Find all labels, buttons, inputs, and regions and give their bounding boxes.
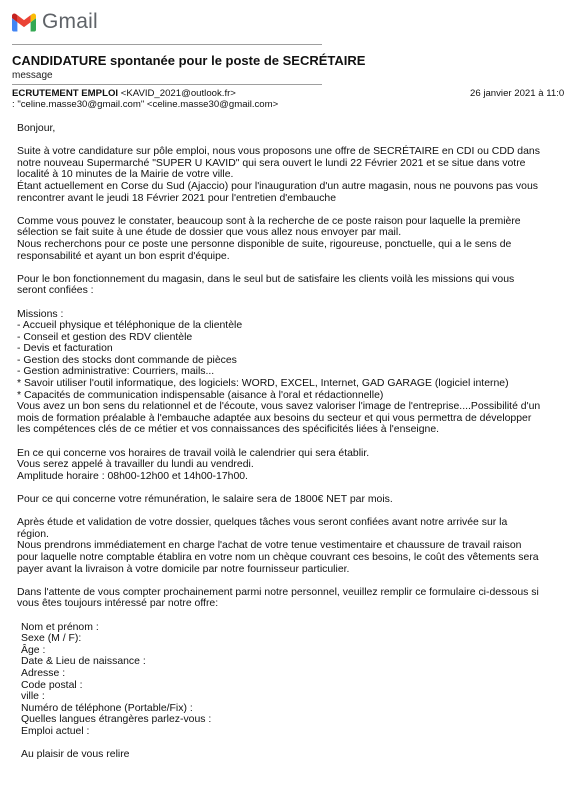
greeting: Bonjour, <box>17 123 56 134</box>
text-line: Dans l'attente de vous compter prochainement parmi notre personnel, veuillez remplir ce formulaire ci-dessous si <box>17 586 539 598</box>
form-field-label: Adresse : <box>21 667 66 679</box>
paragraph-missions-intro <box>17 274 582 297</box>
email-date: 26 janvier 2021 à 11:0 <box>470 88 565 99</box>
email-subject: CANDIDATURE spontanée pour le poste de SECRÉTAIRE <box>12 53 366 68</box>
text-line: En ce qui concerne vos horaires de travail voilà le calendrier qui sera établir. <box>17 447 370 459</box>
form-field-label: Quelles langues étrangères parlez-vous : <box>21 714 212 726</box>
list-item: * Capacités de communication indispensable (aisance à l'oral et rédactionnelle) <box>17 389 384 401</box>
email-body <box>17 123 582 761</box>
paragraph-salary <box>17 494 582 506</box>
form-field-label: Numéro de téléphone (Portable/Fix) : <box>21 702 193 714</box>
paragraph-form-intro <box>17 587 582 610</box>
subject-divider <box>12 84 322 85</box>
gmail-logo-icon <box>12 13 36 32</box>
form-field-label: Emploi actuel : <box>21 725 90 737</box>
list-item: - Devis et facturation <box>17 343 113 355</box>
list-item: - Conseil et gestion des RDV clientèle <box>17 331 193 343</box>
text-line: Nous prendrons immédiatement en charge l'achat de votre tenue vestimentaire et chaussure de travail raison <box>17 540 522 552</box>
paragraph-schedule <box>17 448 582 483</box>
text-line: Vous avez un bon sens du relationnel et de l'écoute, vous savez valoriser l'image de l'entreprise....Possibilité d'un <box>17 401 541 413</box>
sender-name: ECRUTEMENT EMPLOI <box>12 88 119 99</box>
text-line: Vous serez appelé à travailler du lundi au vendredi. <box>17 459 254 471</box>
sender-line <box>12 88 236 99</box>
text-line: région. <box>17 528 49 540</box>
missions-title: Missions : <box>17 308 64 320</box>
text-line: Nous recherchons pour ce poste une personne disponible de suite, rigoureuse, ponctuelle, qui a le sens de <box>17 238 512 250</box>
paragraph-tasks <box>17 517 582 575</box>
list-item: - Gestion des stocks dont commande de pièces <box>17 354 237 366</box>
list-item: * Savoir utiliser l'outil informatique, des logiciels: WORD, EXCEL, Internet, GAD GARAGE (logiciel interne) <box>17 378 509 390</box>
text-line: Après étude et validation de votre dossier, quelques tâches vous seront confiées avant notre arrivée sur la <box>17 517 508 529</box>
header-divider <box>12 44 322 45</box>
text-line: notre nouveau Supermarché "SUPER U KAVID" qui sera ouvert le lundi 22 Février 2021 et se situe dans votre <box>17 157 526 169</box>
text-line: Pour le bon fonctionnement du magasin, dans le seul but de satisfaire les clients voilà les missions qui vous <box>17 273 515 285</box>
list-item: - Accueil physique et téléphonique de la clientèle <box>17 320 243 332</box>
form-fields <box>17 622 582 738</box>
form-field-label: ville : <box>21 691 45 703</box>
gmail-logo <box>12 10 98 34</box>
sender-email[interactable]: <KAVID_2021@outlook.fr> <box>120 88 236 99</box>
message-count: message <box>12 70 53 81</box>
closing-line: Au plaisir de vous relire <box>21 749 130 761</box>
text-line: rencontrer avant le jeudi 18 Février 2021 pour l'entretien d'embauche <box>17 192 337 204</box>
form-field-label: Sexe (M / F): <box>21 633 82 645</box>
text-line: Comme vous pouvez le constater, beaucoup sont à la recherche de ce poste raison pour laquelle la première <box>17 215 521 227</box>
text-line: mois de formation préalable à l'embauche adaptée aux besoins du secteur et qui vous permettra de développer <box>17 412 532 424</box>
form-field-label: Nom et prénom : <box>21 621 99 633</box>
gmail-wordmark: Gmail <box>42 10 98 33</box>
form-field-label: Code postal : <box>21 679 83 691</box>
list-item: - Gestion administrative: Courriers, mails... <box>17 366 215 378</box>
paragraph-selection <box>17 216 582 262</box>
text-line: Pour ce qui concerne votre rémunération, le salaire sera de 1800€ NET par mois. <box>17 494 393 505</box>
missions-list <box>17 309 582 437</box>
form-field-label: Âge : <box>21 644 46 656</box>
text-line: seront confiées : <box>17 285 94 297</box>
text-line: pour laquelle notre comptable établira en votre nom un chèque couvrant ces besoins, le coût des vêtements sera <box>17 551 539 563</box>
text-line: Étant actuellement en Corse du Sud (Ajaccio) pour l'inauguration d'un autre magasin, nous ne pouvons pas vous <box>17 180 538 192</box>
text-line: les compétences clés de ce métier et vos connaissances des spécificités liées à l'enseigne. <box>17 424 440 436</box>
text-line: sélection se fait suite à une étude de dossier que vous allez nous envoyer par mail. <box>17 227 402 239</box>
text-line: localité à 10 minutes de la Mairie de votre ville. <box>17 169 234 181</box>
form-field-label: Date & Lieu de naissance : <box>21 656 146 668</box>
recipient-line: : "celine.masse30@gmail.com" <celine.masse30@gmail.com> <box>12 99 279 110</box>
text-line: vous êtes toujours intéressé par notre offre: <box>17 598 219 610</box>
paragraph-offer <box>17 146 582 204</box>
text-line: Suite à votre candidature sur pôle emploi, nous vous proposons une offre de SECRÉTAIRE en CDI ou CDD dans <box>17 146 540 158</box>
text-line: Amplitude horaire : 08h00-12h00 et 14h00-17h00. <box>17 470 248 482</box>
text-line: payer avant la livraison à votre domicile par notre fournisseur particulier. <box>17 563 350 575</box>
text-line: responsabilité et ayant un bon esprit d'équipe. <box>17 250 230 262</box>
